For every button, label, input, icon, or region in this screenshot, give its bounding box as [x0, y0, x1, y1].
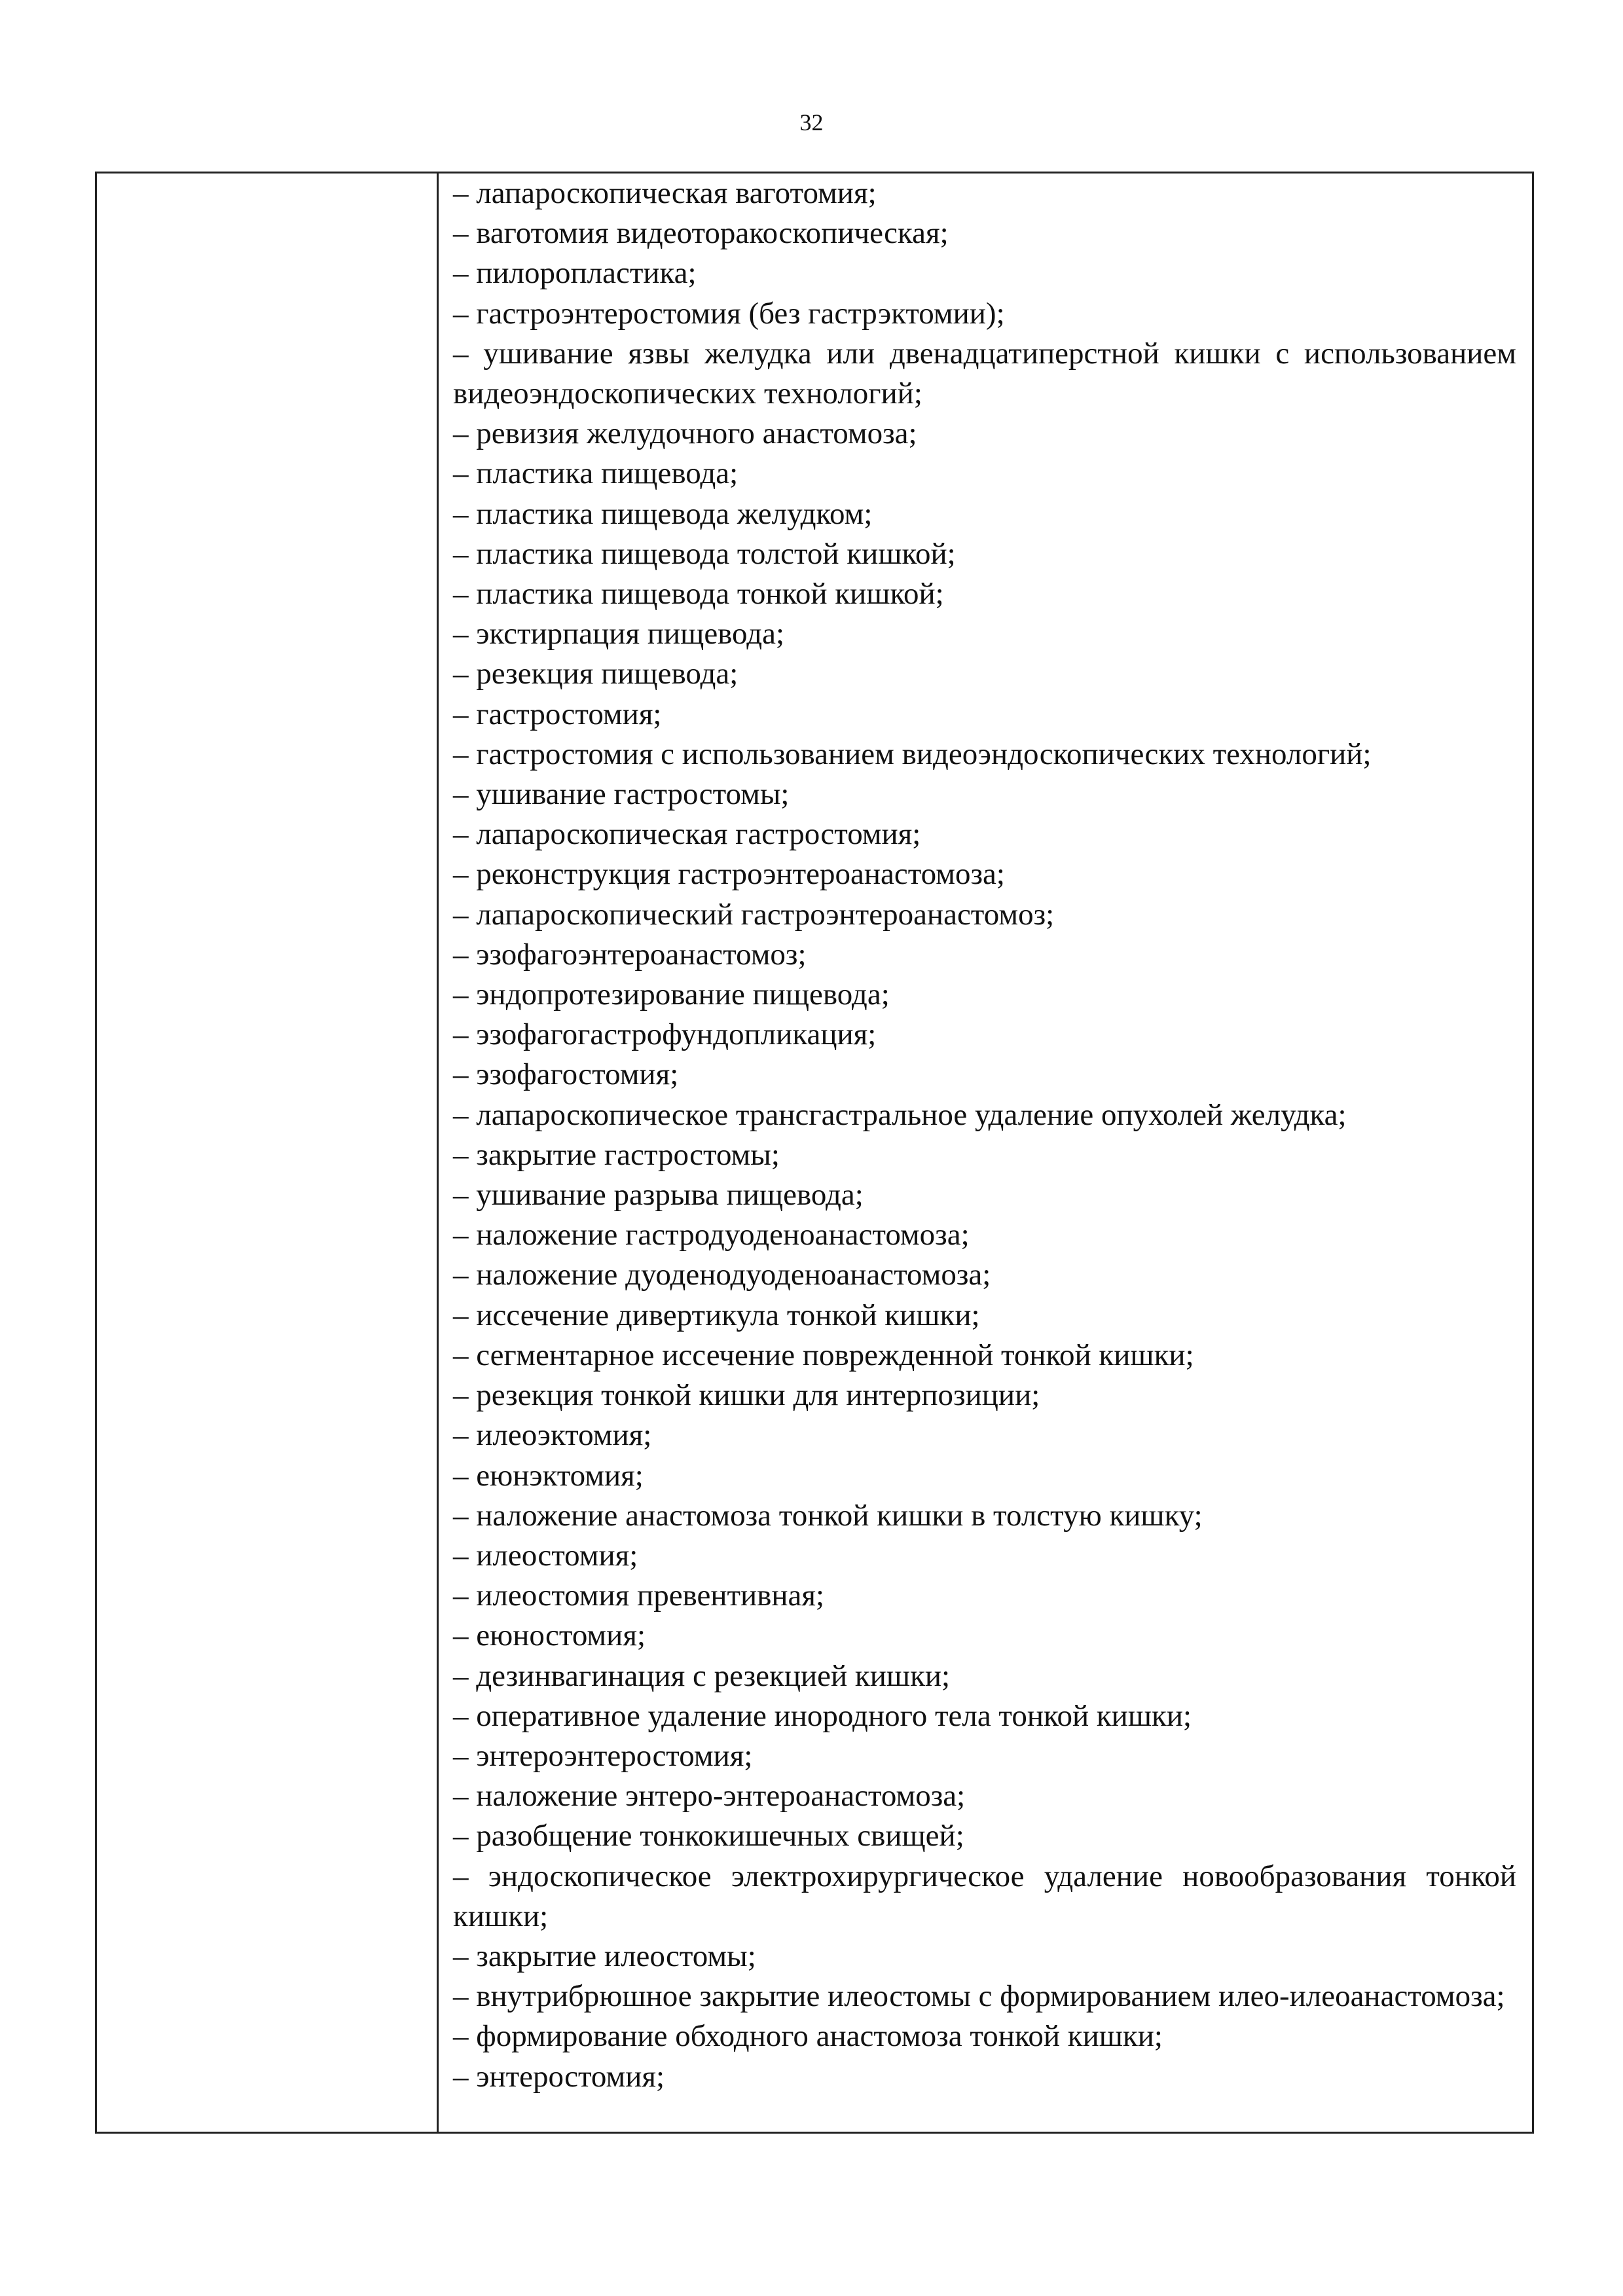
procedure-list-item: – эзофагогастрофундопликация; — [453, 1017, 877, 1052]
procedure-list-item: – лапароскопический гастроэнтероанастомоз; — [453, 897, 1055, 932]
procedure-list-item: – внутрибрюшное закрытие илеостомы с формированием илео-илеоанастомоза; — [453, 1979, 1505, 2014]
procedure-list-item: – пилоропластика; — [453, 256, 697, 291]
procedure-list-item: – энтероэнтеростомия; — [453, 1738, 753, 1773]
procedure-list-item: – эндопротезирование пищевода; — [453, 977, 890, 1012]
procedure-list-item: – наложение энтеро-энтероанастомоза; — [453, 1779, 966, 1813]
procedure-list-item: – наложение анастомоза тонкой кишки в толстую кишку; — [453, 1498, 1203, 1533]
procedure-list-item: – резекция тонкой кишки для интерпозиции; — [453, 1378, 1040, 1413]
procedure-list-item: – лапароскопическая ваготомия; — [453, 176, 877, 210]
procedure-list-item: – гастростомия с использованием видеоэндоскопических технологий; — [453, 737, 1372, 771]
procedure-list-item: – оперативное удаление инородного тела тонкой кишки; — [453, 1698, 1192, 1733]
procedure-list-item: – эзофагостомия; — [453, 1057, 679, 1092]
procedure-list-item: – гастроэнтеростомия (без гастрэктомии); — [453, 296, 1005, 331]
procedure-list-item: – еюнэктомия; — [453, 1458, 644, 1493]
procedure-list-item: – еюностомия; — [453, 1618, 646, 1653]
procedure-list-item: – лапароскопическая гастростомия; — [453, 817, 921, 852]
procedure-list-item: – ваготомия видеоторакоскопическая; — [453, 216, 949, 251]
procedure-list-item: – пластика пищевода желудком; — [453, 496, 873, 531]
procedure-list-item: – резекция пищевода; — [453, 657, 739, 691]
table-left-cell — [97, 173, 439, 2132]
procedure-list-item: – закрытие гастростомы; — [453, 1137, 780, 1172]
table-right-cell — [439, 173, 1532, 2132]
procedure-list-item: – пластика пищевода тонкой кишкой; — [453, 577, 944, 611]
procedure-list-item: – илеоэктомия; — [453, 1418, 652, 1453]
procedure-list-item: – ушивание гастростомы; — [453, 777, 790, 812]
procedure-list-item: – реконструкция гастроэнтероанастомоза; — [453, 857, 1005, 892]
procedure-list-item: – пластика пищевода толстой кишкой; — [453, 536, 956, 571]
procedure-list-item: – гастростомия; — [453, 697, 662, 731]
procedure-list — [453, 173, 1516, 2097]
procedure-list-item: – закрытие илеостомы; — [453, 1939, 756, 1973]
procedure-list-item: – ушивание язвы желудка или двенадцатиперстной кишки с использованием видеоэндоскопических технологий; — [453, 336, 1516, 411]
procedure-list-item: – илеостомия; — [453, 1538, 638, 1573]
procedure-list-item: – эндоскопическое электрохирургическое удаление новообразования тонкой кишки; — [453, 1859, 1516, 1933]
page-number: 32 — [799, 109, 824, 136]
procedure-list-item: – энтеростомия; — [453, 2059, 665, 2094]
procedure-list-item: – ушивание разрыва пищевода; — [453, 1178, 864, 1212]
procedure-list-item: – илеостомия превентивная; — [453, 1578, 825, 1613]
procedure-list-item: – пластика пищевода; — [453, 456, 739, 491]
procedure-list-item: – сегментарное иссечение поврежденной тонкой кишки; — [453, 1338, 1194, 1372]
procedure-list-item: – наложение дуоденодуоденоанастомоза; — [453, 1258, 991, 1292]
document-table — [95, 172, 1534, 2134]
procedure-list-item: – иссечение дивертикула тонкой кишки; — [453, 1298, 980, 1332]
procedure-list-item: – разобщение тонкокишечных свищей; — [453, 1819, 964, 1853]
procedure-list-item: – ревизия желудочного анастомоза; — [453, 416, 917, 451]
procedure-list-item: – наложение гастродуоденоанастомоза; — [453, 1218, 970, 1252]
procedure-list-item: – эзофагоэнтероанастомоз; — [453, 937, 807, 972]
procedure-list-item: – лапароскопическое трансгастральное удаление опухолей желудка; — [453, 1097, 1347, 1132]
procedure-list-item: – экстирпация пищевода; — [453, 617, 785, 651]
procedure-list-item: – дезинвагинация с резекцией кишки; — [453, 1658, 951, 1693]
procedure-list-item: – формирование обходного анастомоза тонкой кишки; — [453, 2019, 1163, 2054]
